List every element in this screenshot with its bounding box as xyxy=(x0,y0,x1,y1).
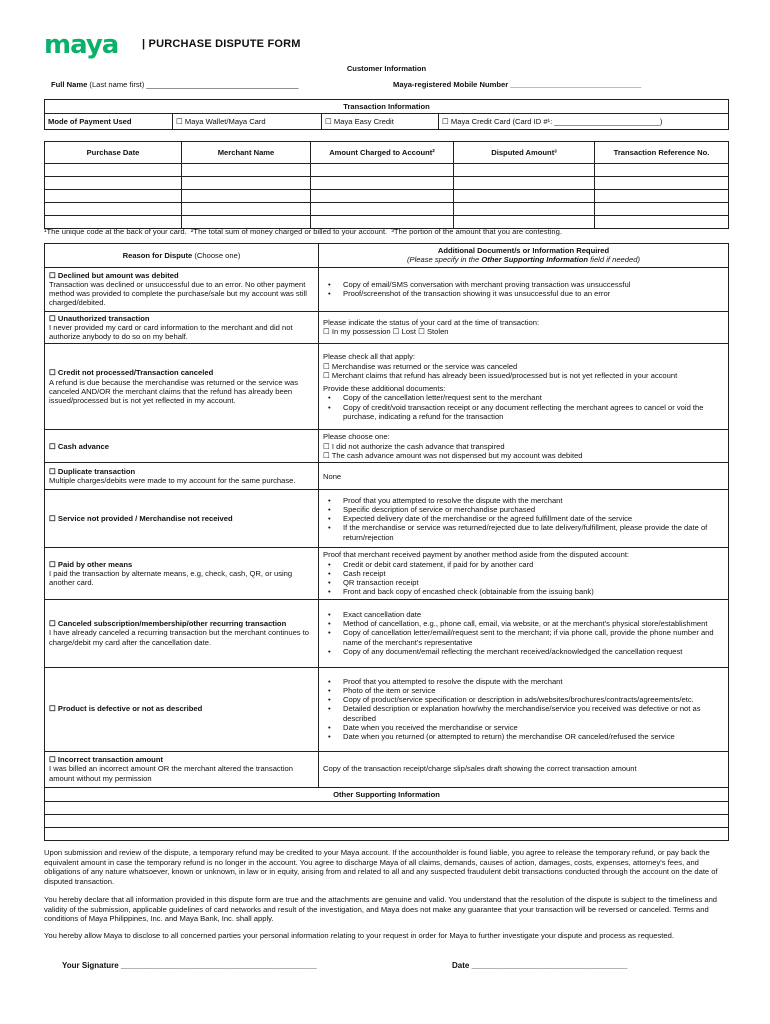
transaction-footnote: ¹The unique code at the back of your card. ²The total sum of money charged or billed to your account. ³The portion of the amount that you are contesting. xyxy=(44,227,562,236)
reason-description: Multiple charges/debits were made to my account for the same purchase. xyxy=(49,476,296,486)
transaction-section-title: Transaction Information xyxy=(45,100,729,114)
required-documents xyxy=(319,548,729,599)
dispute-row xyxy=(45,667,729,751)
full-name-field[interactable] xyxy=(51,80,298,89)
document-item: • Front and back copy of encashed check (obtainable from the issuing bank) xyxy=(323,587,724,596)
customer-section-title: Customer Information xyxy=(346,64,427,73)
reason-description: I was billed an incorrect amount OR the merchant altered the transaction amount without my permission xyxy=(49,764,293,783)
documents-instruction: Provide these additional documents: xyxy=(323,384,446,394)
required-documents xyxy=(319,490,729,548)
column-purchase-date: Purchase Date xyxy=(45,142,182,164)
documents-instruction: Please check all that apply: ☐ Merchandise was returned or the service was canceled ☐ Merchant claims that refund has already been issued/processed but is not yet reflected in your account xyxy=(323,352,678,380)
documents-instruction: None xyxy=(323,471,342,481)
dispute-reason[interactable] xyxy=(45,548,319,599)
column-merchant-name: Merchant Name xyxy=(182,142,311,164)
page-title: | PURCHASE DISPUTE FORM xyxy=(142,38,301,50)
table-row xyxy=(45,203,729,216)
document-item: • Photo of the item or service xyxy=(323,686,724,695)
transaction-table xyxy=(44,141,729,229)
reason-description: I never provided my card or card information to the merchant and did not authorize anybody to do so on my behalf. xyxy=(49,322,293,341)
document-item: • Exact cancellation date xyxy=(323,610,724,619)
reason-checkbox-label[interactable]: ☐ Declined but amount was debited xyxy=(49,270,179,280)
reason-checkbox-label[interactable]: ☐ Paid by other means xyxy=(49,559,133,569)
document-item: • Cash receipt xyxy=(323,569,724,578)
document-item: • Expected delivery date of the merchandise or the agreed fulfillment date of the service xyxy=(323,514,724,523)
mode-label: Mode of Payment Used xyxy=(45,114,173,130)
document-item: • Copy of the cancellation letter/request sent to the merchant xyxy=(323,393,724,402)
date-field[interactable]: Date ___________________________________ xyxy=(452,961,628,970)
other-info-line[interactable] xyxy=(45,801,729,814)
documents-instruction: Proof that merchant received payment by another method aside from the disputed account: xyxy=(323,550,630,560)
dispute-row xyxy=(45,311,729,344)
documents-instruction: Please indicate the status of your card at the time of transaction: ☐ In my possession ☐ Lost ☐ Stolen xyxy=(323,318,540,337)
required-documents xyxy=(319,463,729,490)
dispute-table xyxy=(44,243,729,841)
document-item: • Copy of email/SMS conversation with merchant proving transaction was unsuccessful xyxy=(323,280,724,289)
dispute-reason[interactable] xyxy=(45,344,319,430)
reason-description: A refund is due because the merchandise was returned or the service was canceled AND/OR the merchant claims that the refund has already been issued/processed but is not yet reflected in my account. xyxy=(49,377,299,405)
required-documents xyxy=(319,430,729,463)
reason-description: I paid the transaction by alternate means, e.g, check, cash, QR, or using another card. xyxy=(49,568,293,587)
mode-option-credit-card[interactable]: ☐ Maya Credit Card (Card ID #¹: _________________________) xyxy=(439,114,729,130)
document-item: • Proof that you attempted to resolve the dispute with the merchant xyxy=(323,677,724,686)
document-item: • Proof/screenshot of the transaction showing it was unsuccessful due to an error xyxy=(323,289,724,298)
column-reference-no: Transaction Reference No. xyxy=(595,142,729,164)
other-info-line[interactable] xyxy=(45,814,729,827)
reason-checkbox-label[interactable]: ☐ Service not provided / Merchandise not received xyxy=(49,514,233,524)
required-documents xyxy=(319,751,729,787)
dispute-row xyxy=(45,463,729,490)
transaction-mode-table xyxy=(44,99,729,130)
reason-checkbox-label[interactable]: ☐ Canceled subscription/membership/other recurring transaction xyxy=(49,619,287,629)
document-item: • Detailed description or explanation how/why the merchandise/service you received was defective or not as described xyxy=(323,704,724,723)
dispute-reason[interactable] xyxy=(45,490,319,548)
table-row xyxy=(45,164,729,177)
mode-option-wallet[interactable]: ☐ Maya Wallet/Maya Card xyxy=(173,114,322,130)
docs-header: Additional Document/s or Information Required (Please specify in the Other Supporting Information field if needed) xyxy=(319,244,729,268)
other-info-line[interactable] xyxy=(45,827,729,840)
signature-field[interactable]: Your Signature ____________________________________________ xyxy=(62,961,317,970)
required-documents xyxy=(319,311,729,344)
declaration-paragraph: You hereby declare that all information provided in this dispute form are true and the attachments are genuine and valid. You understand that the resolution of the dispute is subject to the timeliness and validity of the submission, applicable guidelines of card networks and result of the investigation, and Maya does not make any guarantee that your transaction will be reversed or canceled. Terms and conditions of Maya Philippines, Inc. and Maya Bank, Inc. shall apply. xyxy=(44,895,718,924)
dispute-reason[interactable] xyxy=(45,463,319,490)
column-amount-charged: Amount Charged to Account² xyxy=(311,142,454,164)
dispute-reason[interactable] xyxy=(45,599,319,667)
dispute-row xyxy=(45,490,729,548)
dispute-row xyxy=(45,267,729,311)
other-supporting-title: Other Supporting Information xyxy=(45,787,729,801)
dispute-row xyxy=(45,599,729,667)
reason-checkbox-label[interactable]: ☐ Incorrect transaction amount xyxy=(49,755,163,765)
table-row xyxy=(45,177,729,190)
full-name-hint: (Last name first) ____________________________________ xyxy=(89,80,299,89)
mode-option-easy-credit[interactable]: ☐ Maya Easy Credit xyxy=(322,114,439,130)
dispute-row xyxy=(45,751,729,787)
dispute-row xyxy=(45,430,729,463)
required-documents xyxy=(319,267,729,311)
mobile-number-field[interactable]: Maya-registered Mobile Number _______________________________ xyxy=(393,80,642,89)
required-documents xyxy=(319,599,729,667)
dispute-reason[interactable] xyxy=(45,430,319,463)
reason-header: Reason for Dispute (Choose one) xyxy=(45,244,319,268)
document-item: • If the merchandise or service was returned/rejected due to late delivery/fulfillment, please provide the date of return/rejection xyxy=(323,523,724,542)
reason-description: I have already canceled a recurring transaction but the merchant continues to charge/debit my card after the cancellation date. xyxy=(49,628,310,647)
document-item: • Date when you received the merchandise or service xyxy=(323,723,724,732)
dispute-reason[interactable] xyxy=(45,267,319,311)
document-item: • Copy of any document/email reflecting the merchant received/acknowledged the cancellation request xyxy=(323,647,724,656)
document-item: • Copy of cancellation letter/email/request sent to the merchant; if via phone call, provide the phone number and name of the merchant's representative xyxy=(323,628,724,647)
reason-checkbox-label[interactable]: ☐ Duplicate transaction xyxy=(49,467,136,476)
reason-checkbox-label[interactable]: ☐ Credit not processed/Transaction canceled xyxy=(49,368,214,378)
dispute-row xyxy=(45,548,729,599)
dispute-reason[interactable] xyxy=(45,311,319,344)
reason-checkbox-label[interactable]: ☐ Product is defective or not as described xyxy=(49,704,203,714)
document-item: • Credit or debit card statement, if paid for by another card xyxy=(323,560,724,569)
document-item: • QR transaction receipt xyxy=(323,578,724,587)
reason-checkbox-label[interactable]: ☐ Unauthorized transaction xyxy=(49,313,150,323)
full-name-label: Full Name xyxy=(51,80,88,89)
dispute-reason[interactable] xyxy=(45,751,319,787)
dispute-reason[interactable] xyxy=(45,667,319,751)
document-item: • Method of cancellation, e.g., phone call, email, via website, or at the merchant's physical store/establishment xyxy=(323,619,724,628)
document-item: • Copy of product/service specification or description in ads/websites/brochures/contracts/agreements/etc. xyxy=(323,695,724,704)
table-row xyxy=(45,190,729,203)
maya-logo: maya xyxy=(44,30,119,60)
reason-description: Transaction was declined or unsuccessful due to an error. No other payment method was provided to complete the purchase/sale but my account was still charged/debited. xyxy=(49,279,307,308)
column-disputed-amount: Disputed Amount³ xyxy=(454,142,595,164)
required-documents xyxy=(319,344,729,430)
disclaimer-paragraph: Upon submission and review of the dispute, a temporary refund may be credited to your Maya account. If the accountholder is found liable, you agree to release the temporary refund, or pay back the equivalent amount in case the temporary refund is no longer in the account. You agree to discharge Maya of all claims, demands, causes of action, damages, costs, expenses, attorney's fees, and obligations of any nature whatsoever, known or unknown, in law or in equity, arising from and related to all and any suspected fraudulent debit transactions conducted through the account on the date of disputed transaction. xyxy=(44,848,718,887)
privacy-paragraph: You hereby allow Maya to disclose to all concerned parties your personal information relating to your request in order for Maya to further investigate your dispute and process as requested. xyxy=(44,931,674,940)
reason-checkbox-label[interactable]: ☐ Cash advance xyxy=(49,441,109,451)
documents-instruction: Please choose one: ☐ I did not authorize the cash advance that transpired ☐ The cash advance amount was not dispensed but my account was debited xyxy=(323,432,583,460)
document-item: • Proof that you attempted to resolve the dispute with the merchant xyxy=(323,496,724,505)
document-item: • Specific description of service or merchandise purchased xyxy=(323,505,724,514)
dispute-row xyxy=(45,344,729,430)
document-item: • Date when you returned (or attempted to return) the merchandise OR canceled/refused the service xyxy=(323,732,724,741)
document-item: • Copy of credit/void transaction receipt or any document reflecting the merchant agrees to cancel or void the purchase, indicating a refund for the transaction xyxy=(323,403,724,422)
documents-instruction: Copy of the transaction receipt/charge slip/sales draft showing the correct transaction amount xyxy=(323,764,637,774)
required-documents xyxy=(319,667,729,751)
